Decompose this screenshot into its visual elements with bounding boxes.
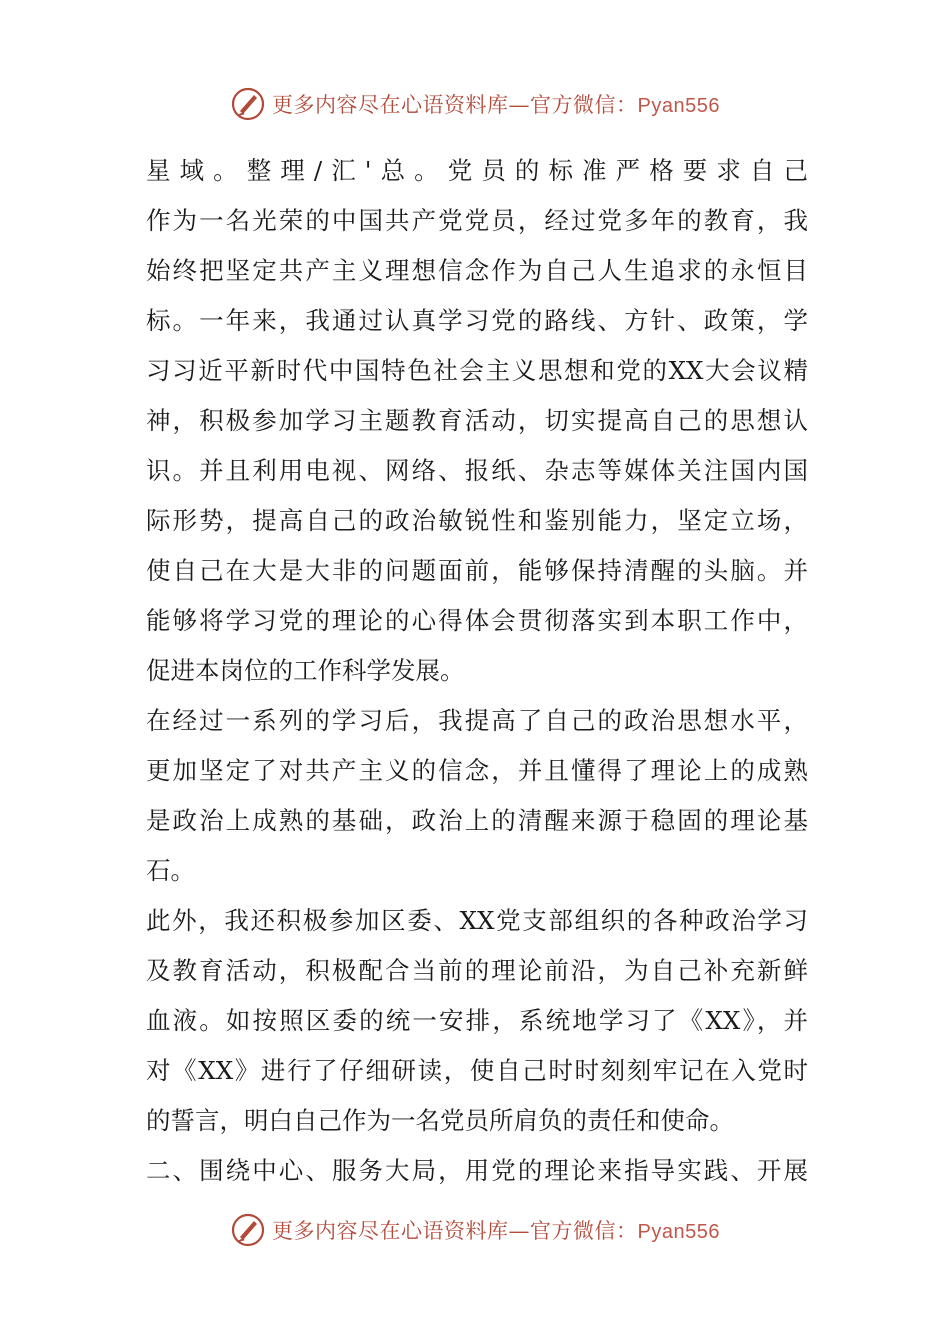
body-line: 血液。如按照区委的统一安排，系统地学习了《XX》，并: [146, 1006, 808, 1035]
body-line: 及教育活动，积极配合当前的理论前沿，为自己补充新鲜: [146, 956, 808, 985]
body-line: 二、围绕中心、服务大局，用党的理论来指导实践、开展: [146, 1156, 808, 1185]
footer-wechat-id: Pyan556: [637, 1221, 720, 1243]
footer-banner-text: 更多内容尽在心语资料库—官方微信：: [272, 1219, 638, 1243]
body-line: 在经过一系列的学习后，我提高了自己的政治思想水平，: [146, 706, 808, 735]
body-line: 的誓言，明白自己作为一名党员所肩负的责任和使命。: [146, 1106, 734, 1135]
header-wechat-id: Pyan556: [637, 95, 720, 117]
body-line: 标。一年来，我通过认真学习党的路线、方针、政策，学: [146, 306, 808, 335]
body-line: 识。并且利用电视、网络、报纸、杂志等媒体关注国内国: [146, 456, 808, 485]
body-line: 星域。整理/汇'总。党员的标准严格要求自己: [146, 156, 808, 185]
pen-logo-icon: [230, 1212, 266, 1248]
body-line: 习习近平新时代中国特色社会主义思想和党的XX大会议精: [146, 356, 808, 385]
body-line: 此外，我还积极参加区委、XX党支部组织的各种政治学习: [146, 906, 808, 935]
body-line: 始终把坚定共产主义理想信念作为自己人生追求的永恒目: [146, 256, 808, 285]
body-line: 能够将学习党的理论的心得体会贯彻落实到本职工作中，: [146, 606, 808, 635]
body-line: 是政治上成熟的基础，政治上的清醒来源于稳固的理论基: [146, 806, 808, 835]
body-line: 作为一名光荣的中国共产党党员，经过党多年的教育，我: [146, 206, 808, 235]
body-line: 促进本岗位的工作科学发展。: [146, 656, 465, 685]
body-line: 更加坚定了对共产主义的信念，并且懂得了理论上的成熟: [146, 756, 808, 785]
header-banner-text: 更多内容尽在心语资料库—官方微信：: [272, 93, 638, 117]
footer-watermark-banner: [0, 1208, 950, 1252]
body-line: 神，积极参加学习主题教育活动，切实提高自己的思想认: [146, 406, 808, 435]
body-line: 使自己在大是大非的问题面前，能够保持清醒的头脑。并: [146, 556, 808, 585]
body-line: 际形势，提高自己的政治敏锐性和鉴别能力，坚定立场，: [146, 506, 808, 535]
pen-logo-icon: [230, 86, 266, 122]
header-watermark-banner: [0, 82, 950, 126]
body-line: 石。: [146, 856, 195, 885]
body-line: 对《XX》进行了仔细研读，使自己时时刻刻牢记在入党时: [146, 1056, 808, 1085]
document-body: [146, 146, 808, 1196]
